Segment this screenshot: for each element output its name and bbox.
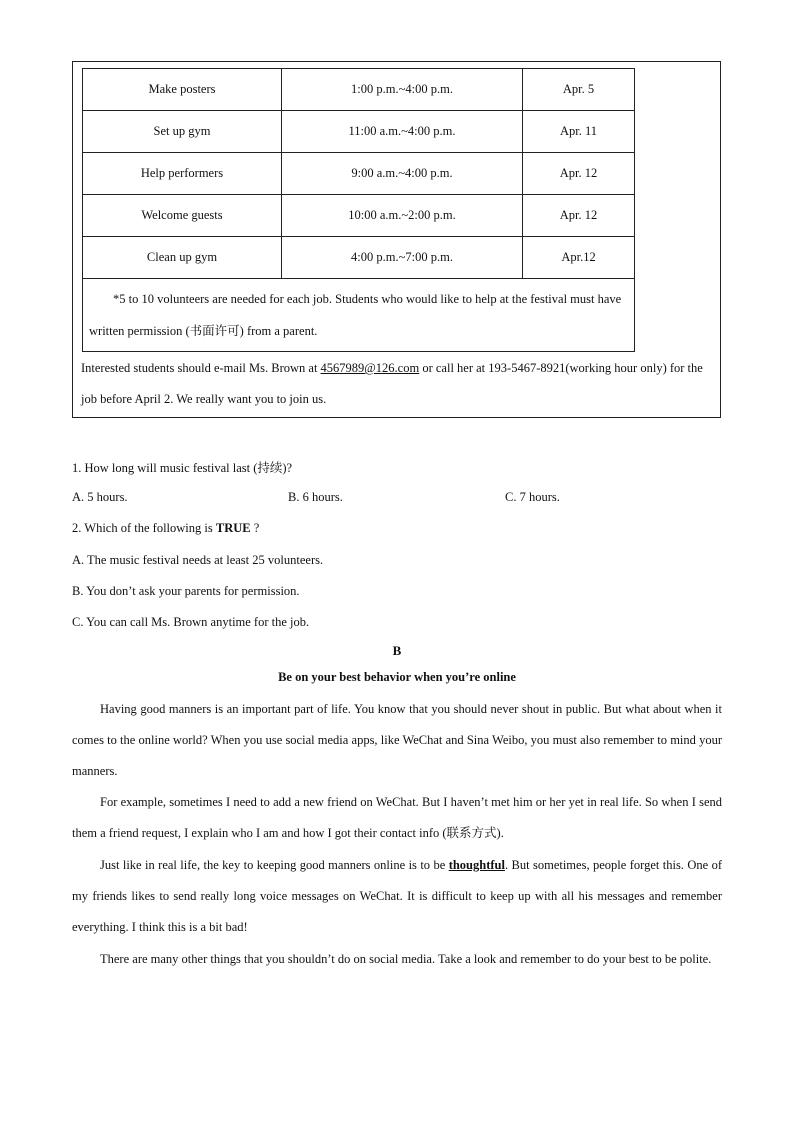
table-row xyxy=(83,195,635,237)
q2-option-a: A. The music festival needs at least 25 volunteers. xyxy=(72,553,324,567)
time-cell: 4:00 p.m.~7:00 p.m. xyxy=(282,237,523,279)
highlighted-word: thoughtful xyxy=(448,858,505,872)
job-cell: Set up gym xyxy=(83,111,282,153)
date-cell: Apr. 12 xyxy=(523,195,635,237)
paragraph-text: Having good manners is an important part of life. You know that you should never shout in public. But what about when it comes to the online world? When you use social media apps, like WeChat and Sina Weibo, you must also remember to mind your manners. xyxy=(72,702,722,778)
table-row xyxy=(83,153,635,195)
passage-title: Be on your best behavior when you’re online xyxy=(278,670,516,684)
paragraph-text-before: Just like in real life, the key to keeping good manners online is to be xyxy=(100,858,449,872)
paragraph-text: For example, sometimes I need to add a new friend on WeChat. But I haven’t met him or her yet in real life. So when I send them a friend request, I explain who I am and how I got their contact info (联系方式). xyxy=(72,795,722,840)
table-row xyxy=(83,279,635,352)
paragraph-1 xyxy=(72,694,722,787)
q2-option-b: B. You don’t ask your parents for permission. xyxy=(72,584,300,598)
q2-text-before: 2. Which of the following is xyxy=(72,521,216,535)
question-1: 1. How long will music festival last (持续)? xyxy=(72,461,293,475)
paragraph-4 xyxy=(72,944,722,975)
job-cell: Clean up gym xyxy=(83,237,282,279)
paragraph-2 xyxy=(72,787,722,849)
time-cell: 11:00 a.m.~4:00 p.m. xyxy=(282,111,523,153)
paragraph-text: There are many other things that you shouldn’t do on social media. Take a look and remember to do your best to be polite. xyxy=(100,952,712,966)
section-letter: B xyxy=(392,643,402,658)
q1-option-c: C. 7 hours. xyxy=(505,490,560,504)
date-cell: Apr. 11 xyxy=(523,111,635,153)
date-cell: Apr.12 xyxy=(523,237,635,279)
paragraph-text-after: . But sometimes, people forget this. One of my friends likes to send really long voice messages on WeChat. It is difficult to keep up with all his messages and remember everything. I think this is a bit bad! xyxy=(72,858,722,934)
q2-bold-word: TRUE xyxy=(215,521,251,535)
time-cell: 1:00 p.m.~4:00 p.m. xyxy=(282,69,523,111)
email-link[interactable]: 4567989@126.com xyxy=(320,361,420,375)
contact-text-after: or call her at 193-5467-8921(working hour only) for the job before April 2. We really want you to join us. xyxy=(81,361,703,406)
q2-option-c: C. You can call Ms. Brown anytime for the job. xyxy=(72,615,310,629)
time-cell: 10:00 a.m.~2:00 p.m. xyxy=(282,195,523,237)
contact-info xyxy=(81,353,715,415)
question-2 xyxy=(72,521,259,536)
job-cell: Welcome guests xyxy=(83,195,282,237)
q2-text-after: ? xyxy=(250,521,260,535)
date-cell: Apr. 5 xyxy=(523,69,635,111)
job-cell: Help performers xyxy=(83,153,282,195)
paragraph-3 xyxy=(72,850,722,943)
table-row xyxy=(83,111,635,153)
table-row xyxy=(83,237,635,279)
q1-option-a: A. 5 hours. xyxy=(72,490,128,504)
time-cell: 9:00 a.m.~4:00 p.m. xyxy=(282,153,523,195)
contact-text-before: Interested students should e-mail Ms. Brown at xyxy=(81,361,321,375)
job-cell: Make posters xyxy=(83,69,282,111)
volunteer-jobs-table xyxy=(82,68,635,352)
table-row xyxy=(83,69,635,111)
notice-box xyxy=(72,61,721,418)
q1-option-b: B. 6 hours. xyxy=(288,490,343,504)
date-cell: Apr. 12 xyxy=(523,153,635,195)
volunteer-note xyxy=(83,279,635,352)
note-text: *5 to 10 volunteers are needed for each job. Students who would like to help at the festival must have written permission (书面许可) from a parent. xyxy=(89,292,622,338)
